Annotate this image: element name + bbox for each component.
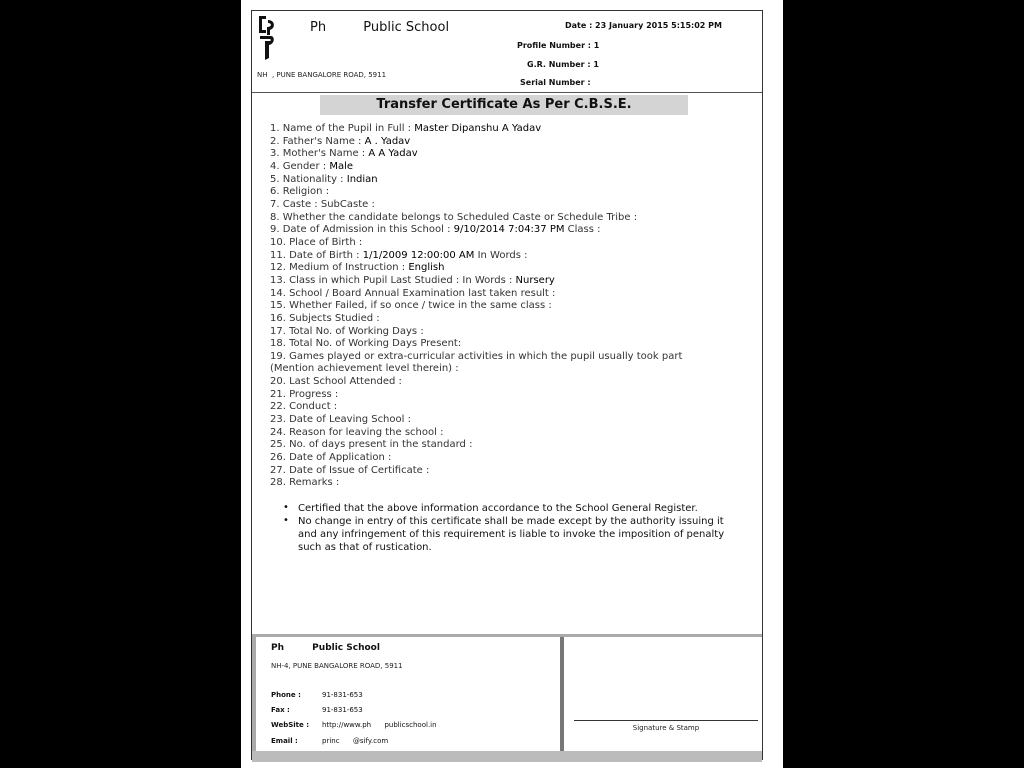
item-label: 15. Whether Failed, if so once / twice in the same class :	[270, 300, 552, 312]
certificate-item	[270, 338, 750, 351]
certificate-item	[270, 389, 750, 402]
certificate-item	[270, 148, 750, 161]
certificate-title: Transfer Certificate As Per C.B.S.E.	[320, 95, 688, 115]
school-logo-icon	[257, 14, 277, 60]
certificate-item	[270, 123, 750, 136]
item-label: 23. Date of Leaving School :	[270, 414, 411, 426]
website-value: http://www.ph publicschool.in	[322, 721, 437, 729]
item-value: Nursery	[515, 274, 555, 286]
certificate-item	[270, 313, 750, 326]
certificate-item	[270, 250, 750, 263]
item-label: 9. Date of Admission in this School :	[270, 224, 451, 236]
certificate-item	[270, 465, 750, 478]
item-suffix: In Words :	[474, 249, 528, 261]
certificate-item	[270, 439, 750, 452]
certificate-items-list	[270, 123, 750, 490]
item-label: 21. Progress :	[270, 388, 339, 400]
certificate-header	[252, 11, 762, 93]
fax-label: Fax :	[271, 706, 290, 714]
phone-value: 91-831-653	[322, 691, 363, 699]
bullet-icon: •	[283, 515, 289, 526]
footer-address: NH-4, PUNE BANGALORE ROAD, 5911	[271, 662, 403, 670]
item-label: 14. School / Board Annual Examination last taken result :	[270, 287, 556, 299]
certificate-item	[270, 376, 750, 389]
item-label: 18. Total No. of Working Days Present:	[270, 338, 462, 350]
certificate-item	[270, 161, 750, 174]
certificate-item	[270, 452, 750, 465]
item-label: 17. Total No. of Working Days :	[270, 325, 424, 337]
item-label: 24. Reason for leaving the school :	[270, 426, 444, 438]
item-value: A A Yadav	[368, 148, 418, 160]
item-label: 7. Caste : SubCaste :	[270, 198, 375, 210]
item-value: A . Yadav	[364, 135, 411, 147]
certificate-item	[270, 401, 750, 414]
school-name: Ph Public School	[310, 20, 450, 35]
item-label: (Mention achievement level therein) :	[270, 363, 459, 375]
item-label: 12. Medium of Instruction :	[270, 262, 406, 274]
item-label: 20. Last School Attended :	[270, 376, 402, 388]
item-label: 11. Date of Birth :	[270, 249, 360, 261]
certificate-item	[270, 174, 750, 187]
serial-number-field: Serial Number :	[520, 78, 591, 87]
certificate-item	[270, 351, 750, 364]
certificate-item	[270, 477, 750, 490]
certificate-footer	[252, 634, 762, 762]
certificate-item	[270, 186, 750, 199]
certificate-notes	[282, 502, 742, 554]
item-label: 22. Conduct :	[270, 401, 338, 413]
profile-number-field: Profile Number : 1	[517, 41, 600, 50]
item-label: 8. Whether the candidate belongs to Scheduled Caste or Schedule Tribe :	[270, 211, 638, 223]
date-field: Date : 23 January 2015 5:15:02 PM	[565, 21, 722, 30]
note-item	[282, 502, 742, 515]
signature-line	[574, 720, 758, 721]
item-label: 16. Subjects Studied :	[270, 312, 380, 324]
item-label: 27. Date of Issue of Certificate :	[270, 464, 430, 476]
item-value: 1/1/2009 12:00:00 AM	[362, 249, 475, 261]
item-label: 3. Mother's Name :	[270, 148, 366, 160]
item-label: 1. Name of the Pupil in Full :	[270, 123, 412, 134]
website-label: WebSite :	[271, 721, 310, 729]
certificate-item	[270, 262, 750, 275]
item-value: English	[408, 262, 445, 274]
certificate-item	[270, 326, 750, 339]
item-value: Indian	[346, 173, 378, 185]
item-value: Male	[329, 160, 353, 172]
item-label: 13. Class in which Pupil Last Studied : In Words :	[270, 274, 513, 286]
certificate-item	[270, 199, 750, 212]
signature-label: Signature & Stamp	[632, 724, 700, 732]
fax-value: 91-831-653	[322, 706, 363, 714]
note-text: Certified that the above information accordance to the School General Register.	[298, 503, 698, 514]
email-value: princ @sify.com	[322, 737, 389, 745]
item-label: 5. Nationality :	[270, 173, 344, 185]
footer-band	[252, 751, 762, 762]
certificate-page	[241, 0, 783, 768]
item-suffix: Class :	[564, 224, 601, 236]
item-value: 9/10/2014 7:04:37 PM	[453, 224, 565, 236]
item-label: 4. Gender :	[270, 160, 327, 172]
note-text: No change in entry of this certificate shall be made except by the authority issuing it and any infringement of this requirement is liable to invoke the imposition of penalty such as that of rustication.	[298, 516, 725, 553]
certificate-item	[270, 414, 750, 427]
item-label: 25. No. of days present in the standard :	[270, 439, 473, 451]
certificate-item	[270, 237, 750, 250]
item-value: Master Dipanshu A Yadav	[414, 123, 542, 134]
item-label: 6. Religion :	[270, 186, 330, 198]
certificate-item	[270, 363, 750, 376]
school-address: NH , PUNE BANGALORE ROAD, 5911	[257, 71, 387, 79]
gr-number-field: G.R. Number : 1	[527, 60, 599, 69]
bullet-icon: •	[283, 502, 289, 513]
email-label: Email :	[271, 737, 298, 745]
phone-label: Phone :	[271, 691, 301, 699]
certificate-item	[270, 288, 750, 301]
footer-school-name: Ph Public School	[271, 643, 380, 653]
footer-contact-block	[252, 637, 564, 762]
certificate-item	[270, 212, 750, 225]
item-label: 19. Games played or extra-curricular activities in which the pupil usually took part	[270, 350, 683, 362]
item-label: 10. Place of Birth :	[270, 236, 363, 248]
certificate-item	[270, 136, 750, 149]
item-label: 28. Remarks :	[270, 477, 340, 489]
item-label: 26. Date of Application :	[270, 452, 392, 464]
certificate-item	[270, 224, 750, 237]
certificate-item	[270, 300, 750, 313]
certificate-frame	[251, 10, 763, 760]
item-label: 2. Father's Name :	[270, 135, 362, 147]
certificate-item	[270, 275, 750, 288]
certificate-item	[270, 427, 750, 440]
note-item	[282, 515, 742, 554]
